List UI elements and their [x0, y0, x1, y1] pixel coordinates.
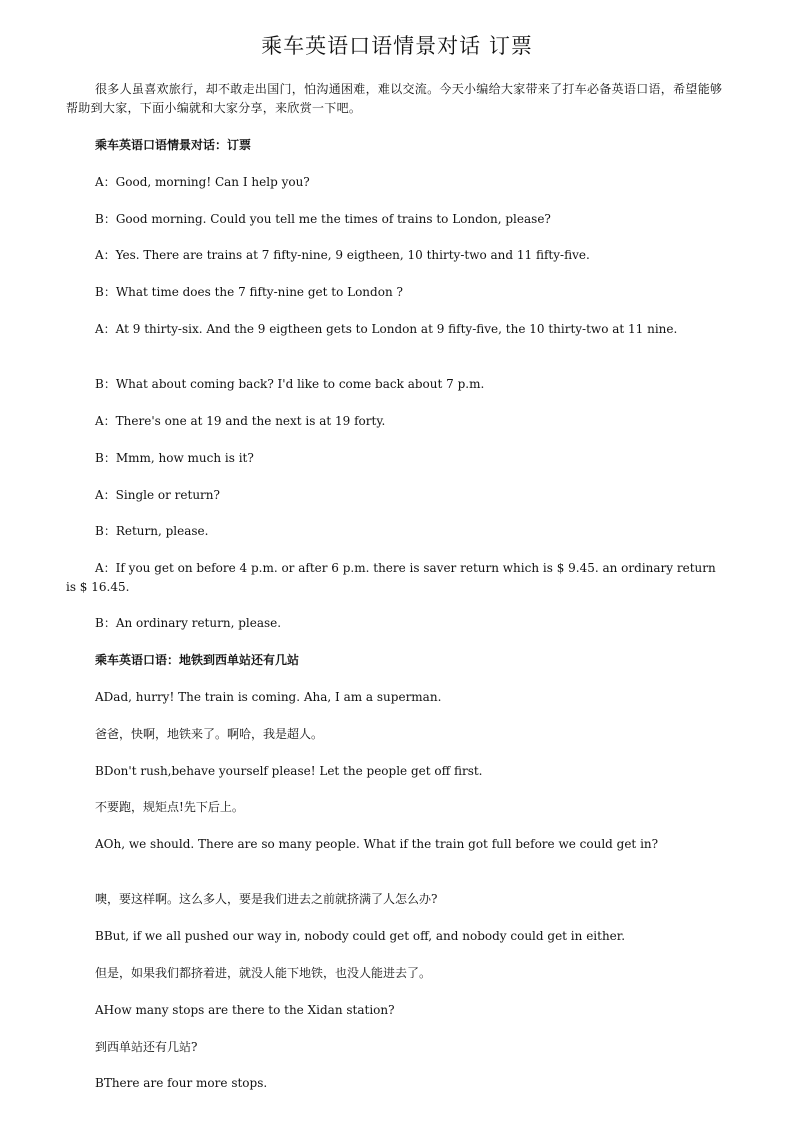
dialogue-line: BBut, if we all pushed our way in, nobody could get off, and nobody could get in either. [95, 929, 626, 943]
dialogue-line: ADad, hurry! The train is coming. Aha, I am a superman. [95, 690, 442, 704]
dialogue-line: A：Single or return? [95, 488, 220, 502]
dialogue-line: A：Good, morning! Can I help you? [95, 175, 310, 189]
dialogue-line: A：At 9 thirty-six. And the 9 eigtheen gets to London at 9 fifty-five, the 10 thirty-two at 11 nine. [95, 322, 678, 336]
document-title: 乘车英语口语情景对话 订票 [261, 34, 533, 58]
dialogue-line: B：Return, please. [95, 524, 209, 538]
dialogue-line: B：What about coming back? I'd like to come back about 7 p.m. [95, 377, 485, 391]
intro-paragraph: 很多人虽喜欢旅行，却不敢走出国门，怕沟通困难，难以交流。今天小编给大家带来了打车必备英语口语，希望能够帮助到大家，下面小编就和大家分享，来欣赏一下吧。 [66, 82, 723, 115]
dialogue-line: B：Good morning. Could you tell me the times of trains to London, please? [95, 212, 551, 226]
dialogue-line: 到西单站还有几站? [95, 1040, 198, 1054]
section-heading-booking: 乘车英语口语情景对话：订票 [95, 138, 252, 152]
dialogue-line: B：An ordinary return, please. [95, 616, 282, 630]
dialogue-line: B：What time does the 7 fifty-nine get to London ? [95, 285, 403, 299]
dialogue-line: 不要跑，规矩点!先下后上。 [95, 800, 244, 814]
section-heading-subway: 乘车英语口语：地铁到西单站还有几站 [95, 653, 300, 667]
dialogue-line: A：Yes. There are trains at 7 fifty-nine, 9 eigtheen, 10 thirty-two and 11 fifty-five. [95, 248, 590, 262]
dialogue-line: 爸爸，快啊，地铁来了。啊哈，我是超人。 [95, 727, 324, 741]
dialogue-line: AOh, we should. There are so many people. What if the train got full before we could get in? [95, 837, 659, 851]
dialogue-line: A：If you get on before 4 p.m. or after 6 p.m. there is saver return which is $ 9.45. an ordinary return is $ 16.45. [66, 561, 716, 594]
dialogue-line: 噢，要这样啊。这么多人，要是我们进去之前就挤满了人怎么办? [95, 892, 438, 906]
dialogue-line: BThere are four more stops. [95, 1076, 268, 1090]
dialogue-line: BDon't rush,behave yourself please! Let the people get off first. [95, 764, 483, 778]
dialogue-line: AHow many stops are there to the Xidan station? [95, 1003, 395, 1017]
dialogue-line: A：There's one at 19 and the next is at 19 forty. [95, 414, 386, 428]
dialogue-line: B：Mmm, how much is it? [95, 451, 254, 465]
dialogue-line: 但是，如果我们都挤着进，就没人能下地铁，也没人能进去了。 [95, 966, 432, 980]
